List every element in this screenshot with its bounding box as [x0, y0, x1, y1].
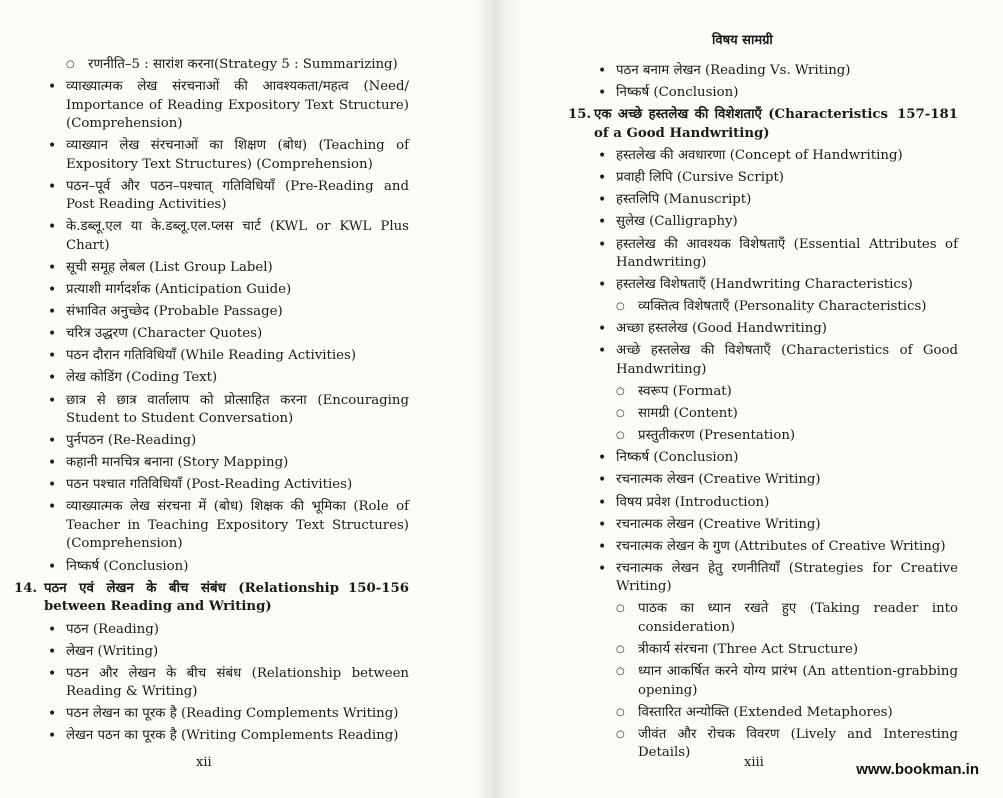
list-item: • के.डब्लू.एल या के.डब्लू.एल.प्लस चार्ट (KWL or KWL Plus Chart)	[44, 218, 409, 255]
list-item: • पठन (Reading)	[44, 621, 409, 640]
chapter-heading	[568, 106, 958, 143]
sub-list-item: ○ पाठक का ध्यान रखते हुए (Taking reader into consideration)	[594, 600, 958, 637]
list-item: • पठन लेखन का पूरक है (Reading Complements Writing)	[44, 705, 409, 724]
chapter-number: 14.	[14, 580, 38, 596]
chapter-title: एक अच्छे हस्तलेख की विशेशताएँ (Characteristics of a Good Handwriting)	[594, 107, 888, 141]
list-item: • व्याख्यान लेख संरचनाओं का शिक्षण (बोध) (Teaching of Expository Text Structures) (Comprehension)	[44, 137, 409, 174]
chapter-number: 15.	[568, 107, 592, 123]
book-gutter	[475, 0, 520, 798]
list-item: • पठन दौरान गतिविधियाँ (While Reading Activities)	[44, 347, 409, 366]
running-header: विषय सामग्री	[712, 33, 773, 48]
chapter-page-range: 150-156	[347, 580, 409, 596]
list-item: • सुलेख (Calligraphy)	[594, 213, 958, 232]
list-item: • निष्कर्ष (Conclusion)	[44, 558, 409, 577]
list-item: • निष्कर्ष (Conclusion)	[594, 449, 958, 468]
list-item: • हस्तलेख की अवधारणा (Concept of Handwriting)	[594, 147, 958, 166]
chapter-heading	[14, 580, 409, 617]
list-item: • लेखन पठन का पूरक है (Writing Complements Reading)	[44, 727, 409, 746]
right-page-number: xiii	[744, 755, 764, 770]
list-item: • विषय प्रवेश (Introduction)	[594, 494, 958, 513]
list-item: • रचनात्मक लेखन के गुण (Attributes of Creative Writing)	[594, 538, 958, 557]
list-item: • पठन–पूर्व और पठन–पश्चात् गतिविधियाँ (Pre-Reading and Post Reading Activities)	[44, 178, 409, 215]
left-page	[0, 0, 470, 798]
sub-list-item: ○ स्वरूप (Format)	[594, 383, 958, 402]
list-item: • चरित्र उद्धरण (Character Quotes)	[44, 325, 409, 344]
list-item: • रचनात्मक लेखन हेतु रणनीतियाँ (Strategies for Creative Writing)	[594, 560, 958, 597]
list-item: • छात्र से छात्र वार्तालाप को प्रोत्साहित करना (Encouraging Student to Student Conversation)	[44, 392, 409, 429]
list-item: • अच्छा हस्तलेख (Good Handwriting)	[594, 320, 958, 339]
list-item: • प्रवाही लिपि (Cursive Script)	[594, 169, 958, 188]
list-item: • हस्तलिपि (Manuscript)	[594, 191, 958, 210]
list-item: • लेख कोडिंग (Coding Text)	[44, 369, 409, 388]
chapter-page-range: 157-181	[896, 107, 958, 123]
list-item: • रचनात्मक लेखन (Creative Writing)	[594, 516, 958, 535]
sub-list-item: ○ सामग्री (Content)	[594, 405, 958, 424]
sub-list-item: ○ प्रस्तुतीकरण (Presentation)	[594, 427, 958, 446]
list-item: • कहानी मानचित्र बनाना (Story Mapping)	[44, 454, 409, 473]
right-contents-list	[568, 62, 958, 763]
list-item: • अच्छे हस्तलेख की विशेषताएँ (Characteristics of Good Handwriting)	[594, 342, 958, 379]
list-item: • पठन और लेखन के बीच संबंध (Relationship between Reading & Writing)	[44, 665, 409, 702]
list-item: • पठन पश्चात गतिविधियाँ (Post-Reading Activities)	[44, 476, 409, 495]
sub-list-item: ○ त्रीकार्य संरचना (Three Act Structure)	[594, 641, 958, 660]
watermark[interactable]: www.bookman.in	[856, 761, 979, 778]
list-item: • प्रत्याशी मार्गदर्शक (Anticipation Guide)	[44, 281, 409, 300]
list-item: • पुर्नपठन (Re-Reading)	[44, 432, 409, 451]
list-item: • निष्कर्ष (Conclusion)	[594, 84, 958, 103]
sub-list-item: ○ विस्तारित अन्योक्ति (Extended Metaphores)	[594, 704, 958, 723]
sub-list-item: ○ ध्यान आकर्षित करने योग्य प्रारंभ (An attention-grabbing opening)	[594, 663, 958, 700]
list-item: • लेखन (Writing)	[44, 643, 409, 662]
sub-list-item: ○ जीवंत और रोचक विवरण (Lively and Interesting Details)	[594, 726, 958, 763]
list-item: • व्याख्यात्मक लेख संरचनाओं की आवश्यकता/महत्व (Need/ Importance of Reading Expository Text Structure) (Comprehension)	[44, 78, 409, 134]
chapter-title: पठन एवं लेखन के बीच संबंध (Relationship between Reading and Writing)	[44, 580, 339, 615]
list-item: • संभावित अनुच्छेद (Probable Passage)	[44, 303, 409, 322]
sub-list-item: ○ रणनीति–5 : सारांश करना(Strategy 5 : Summarizing)	[44, 56, 409, 75]
list-item: • रचनात्मक लेखन (Creative Writing)	[594, 471, 958, 490]
sub-list-item: ○ व्यक्तित्व विशेषताएँ (Personality Characteristics)	[594, 298, 958, 317]
list-item: • हस्तलेख विशेषताएँ (Handwriting Characteristics)	[594, 276, 958, 295]
right-page	[520, 0, 1003, 798]
left-page-number: xii	[196, 755, 212, 770]
left-contents-list	[14, 56, 409, 746]
list-item: • हस्तलेख की आवश्यक विशेषताएँ (Essential Attributes of Handwriting)	[594, 236, 958, 273]
list-item: • व्याख्यात्मक लेख संरचना में (बोध) शिक्षक की भूमिका (Role of Teacher in Teaching Expository Text Structures) (Comprehension)	[44, 498, 409, 554]
list-item: • सूची समूह लेबल (List Group Label)	[44, 259, 409, 278]
list-item: • पठन बनाम लेखन (Reading Vs. Writing)	[594, 62, 958, 81]
